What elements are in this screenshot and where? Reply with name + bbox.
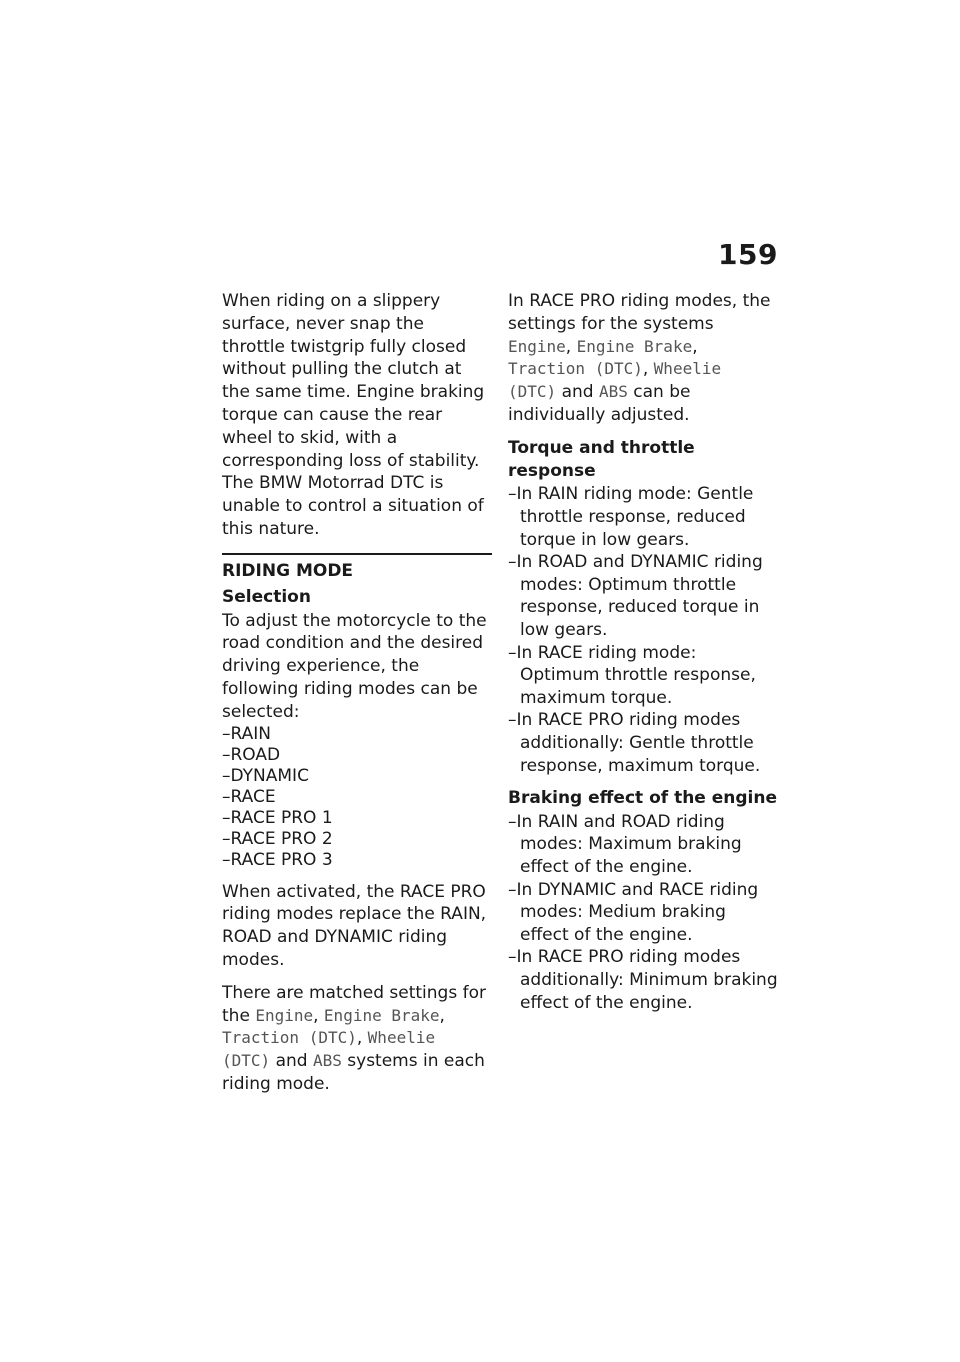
system-name-traction: Traction (DTC) xyxy=(508,359,643,379)
right-column xyxy=(508,290,778,1024)
braking-list xyxy=(508,811,778,1014)
system-name-engine-brake: Engine Brake xyxy=(576,336,693,356)
left-column xyxy=(222,290,492,1106)
selection-intro: To adjust the motorcycle to the road condition and the desired driving experience, the following riding modes can be selected: xyxy=(222,610,487,722)
system-name-traction: Traction (DTC) xyxy=(222,1028,357,1048)
text-run: and xyxy=(270,1051,313,1072)
riding-mode-list xyxy=(222,724,492,871)
list-item: – In RAIN riding mode: Gentle throttle response, reduced torque in low gears. xyxy=(508,483,778,551)
mode-item: – RACE PRO 2 xyxy=(222,829,492,850)
system-name-abs: ABS xyxy=(598,382,628,402)
system-name-engine-brake: Engine Brake xyxy=(323,1005,440,1025)
text-run: , xyxy=(439,1005,445,1026)
mode-item: – RACE PRO 3 xyxy=(222,850,492,871)
system-name-wheelie: Wheelie (DTC) xyxy=(508,359,722,402)
section-heading-riding-mode: RIDING MODE xyxy=(222,553,492,582)
system-name-wheelie: Wheelie (DTC) xyxy=(222,1028,436,1071)
text-run: , xyxy=(565,336,577,357)
mode-item: – RAIN xyxy=(222,724,492,745)
text-run: , xyxy=(313,1005,324,1026)
text-run: can be individually adjusted. xyxy=(508,382,691,425)
torque-list xyxy=(508,483,778,777)
text-run: There are matched settings for the xyxy=(222,982,486,1026)
race-pro-activation-text: When activated, the RACE PRO riding modes replace the RAIN, ROAD and DYNAMIC riding modes. xyxy=(222,881,487,970)
list-item: – In ROAD and DYNAMIC riding modes: Optimum throttle response, reduced torque in low gears. xyxy=(508,551,778,641)
text-run: In RACE PRO riding modes, the settings for the systems xyxy=(508,291,771,334)
mode-item: – ROAD xyxy=(222,745,492,766)
system-name-engine: Engine xyxy=(508,336,566,356)
list-item: – In RACE PRO riding modes additionally: Gentle throttle response, maximum torque. xyxy=(508,709,778,777)
list-item: – In DYNAMIC and RACE riding modes: Medium braking effect of the engine. xyxy=(508,879,778,947)
slippery-surface-warning: When riding on a slippery surface, never snap the throttle twistgrip fully closed without pulling the clutch at the same time. Engine braking torque can cause the rear wheel to skid, with a corresponding loss of stability. The BMW Motorrad DTC is unable to control a situation of this nature. xyxy=(222,291,485,539)
sub-heading-selection: Selection xyxy=(222,586,311,607)
system-name-abs: ABS xyxy=(312,1051,342,1071)
text-run: , xyxy=(692,336,698,357)
matched-settings-text xyxy=(222,982,492,1096)
text-run: systems in each riding mode. xyxy=(222,1051,485,1094)
heading-engine-braking: Braking effect of the engine xyxy=(508,788,778,809)
text-run: and xyxy=(556,382,599,403)
list-item: – In RACE riding mode: Optimum throttle response, maximum torque. xyxy=(508,642,778,710)
list-item: – In RAIN and ROAD riding modes: Maximum braking effect of the engine. xyxy=(508,811,778,879)
mode-item: – RACE xyxy=(222,787,492,808)
heading-torque-throttle: Torque and throttle response xyxy=(508,437,695,481)
race-pro-settings-text xyxy=(508,290,778,427)
page-number: 159 xyxy=(718,238,778,271)
list-item: – In RACE PRO riding modes additionally: Minimum braking effect of the engine. xyxy=(508,946,778,1014)
text-run: , xyxy=(356,1028,368,1049)
mode-item: – DYNAMIC xyxy=(222,766,492,787)
mode-item: – RACE PRO 1 xyxy=(222,808,492,829)
system-name-engine: Engine xyxy=(255,1005,314,1025)
text-run: , xyxy=(642,359,654,380)
